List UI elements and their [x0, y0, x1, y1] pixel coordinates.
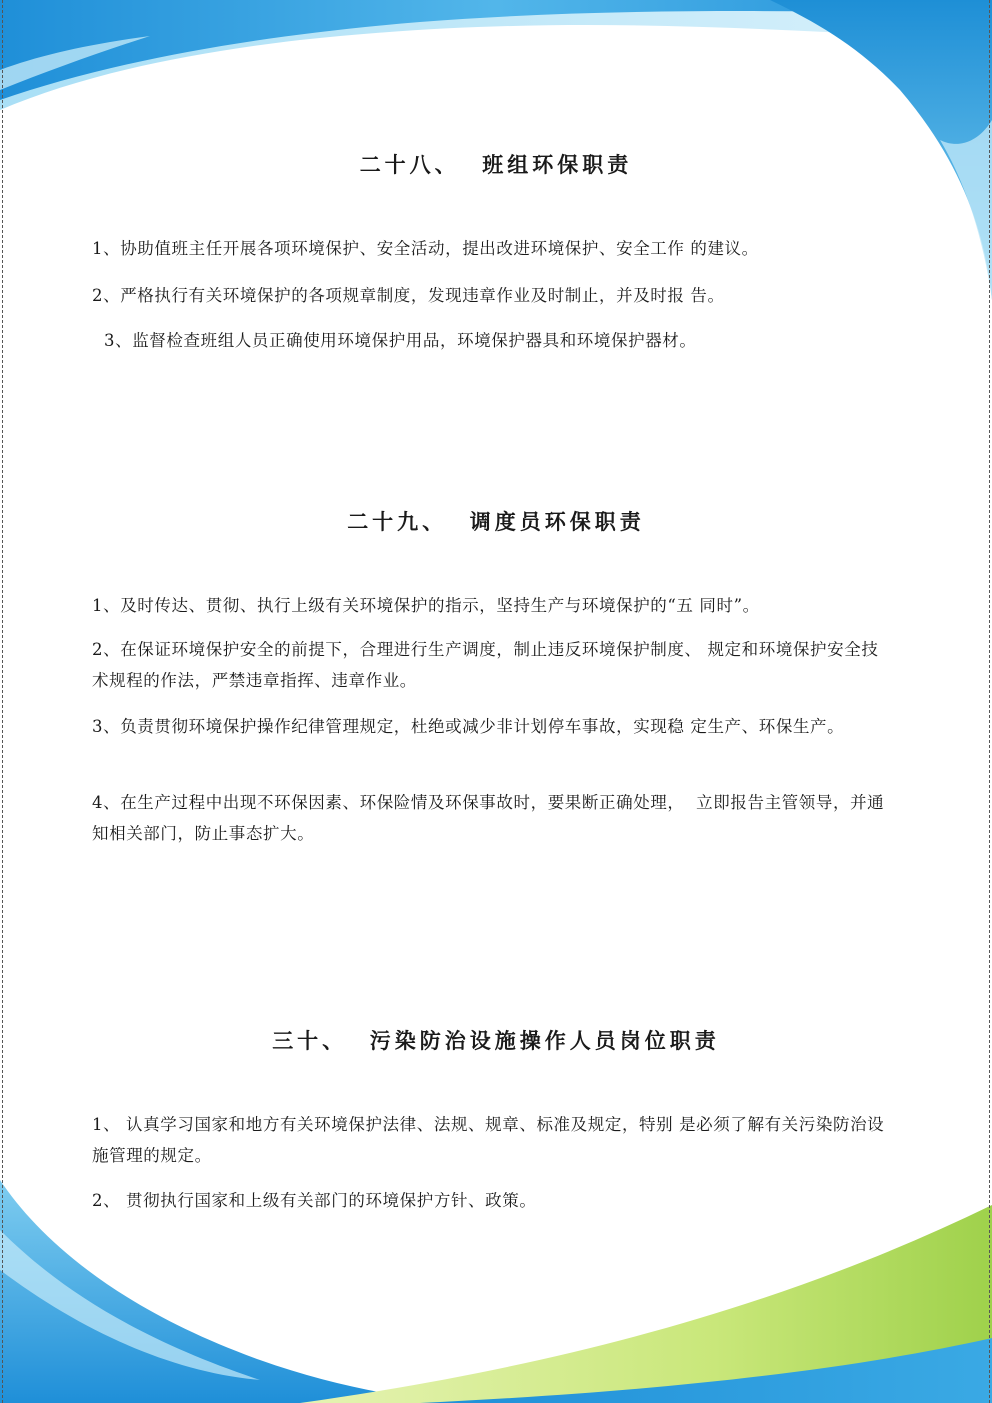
section-28-item-2: 2、严格执行有关环境保护的各项规章制度，发现违章作业及时制止，并及时报 告。 [92, 286, 725, 305]
section-29-item-2: 2、在保证环境保护安全的前提下，合理进行生产调度，制止违反环境保护制度、 规定和环境保护安全技术规程的作法，严禁违章指挥、违章作业。 [92, 640, 879, 690]
section-29-item-1: 1、及时传达、贯彻、执行上级有关环境保护的指示，坚持生产与环境保护的“五 同时”。 [92, 596, 760, 615]
section-heading-29: 二十九、 调度员环保职责 [347, 509, 645, 534]
left-border-line [2, 0, 3, 1403]
section-30-item-1: 1、 认真学习国家和地方有关环境保护法律、法规、规章、标准及规定，特别 是必须了解有关污染防治设施管理的规定。 [92, 1115, 885, 1165]
section-28-item-3: 3、监督检查班组人员正确使用环境保护用品，环境保护器具和环境保护器材。 [104, 331, 697, 350]
section-heading-30: 三十、 污染防治设施操作人员岗位职责 [272, 1028, 720, 1053]
section-30-item-2: 2、 贯彻执行国家和上级有关部门的环境保护方针、政策。 [92, 1191, 537, 1210]
section-29-item-3: 3、负责贯彻环境保护操作纪律管理规定，杜绝或减少非计划停车事故，实现稳 定生产、环保生产。 [92, 717, 845, 736]
right-light-arc [940, 120, 992, 300]
right-border-line [989, 0, 990, 1403]
section-28-item-1: 1、协助值班主任开展各项环境保护、安全活动，提出改进环境保护、安全工作 的建议。 [92, 239, 759, 258]
section-heading-28: 二十八、 班组环保职责 [359, 152, 633, 177]
section-29-item-4: 4、在生产过程中出现不环保因素、环保险情及环保事故时，要果断正确处理， 立即报告主管领导，并通知相关部门，防止事态扩大。 [92, 793, 885, 843]
